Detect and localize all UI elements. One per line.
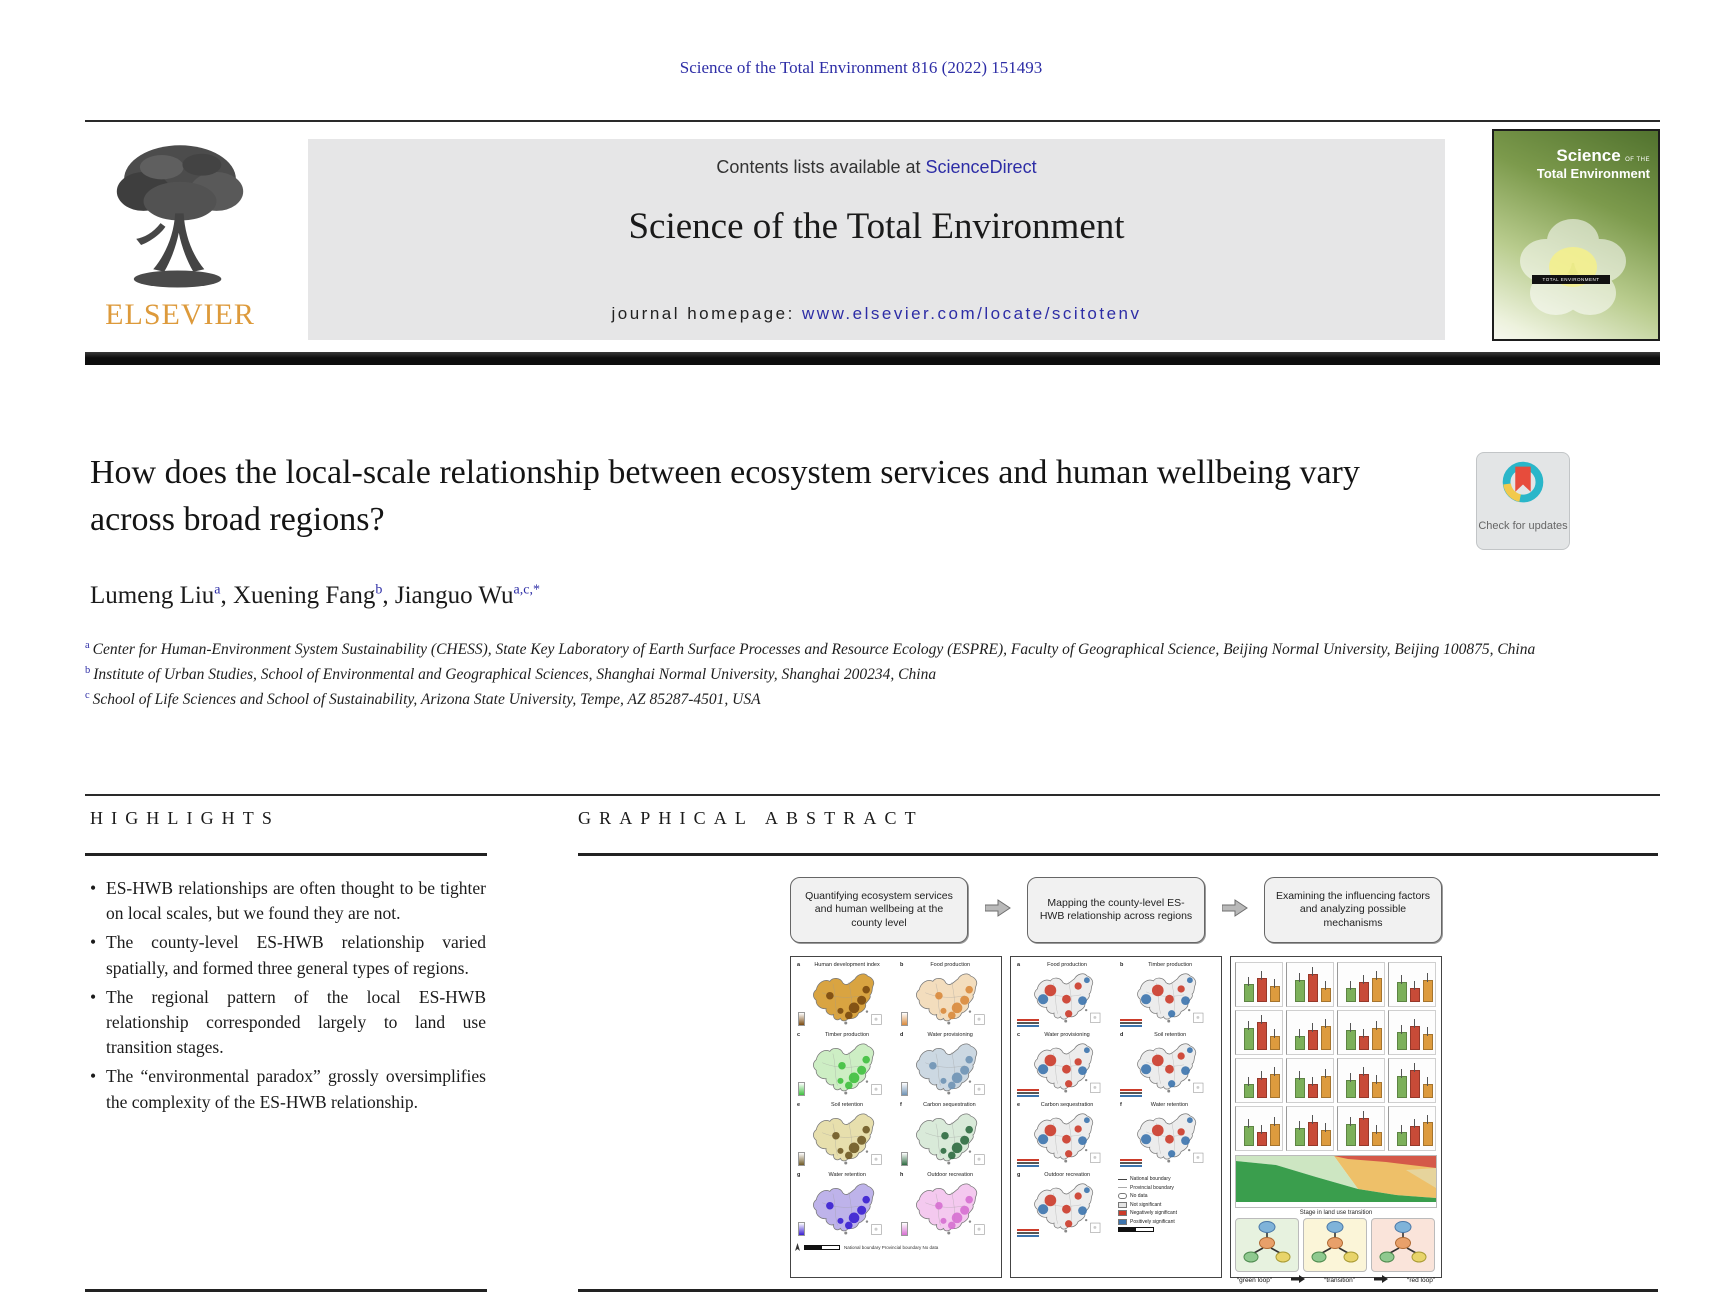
affiliation-item [85,688,1650,713]
elsevier-tree-icon [105,138,255,296]
boxplot-box [1308,1030,1318,1050]
panel1-map-grid [795,962,997,1240]
china-map [898,1110,997,1166]
affiliation-sup: a [85,640,90,651]
loop-label: “transition” [1324,1276,1355,1284]
map-cell [1015,1172,1114,1240]
ga-flow-box: Quantifying ecosystem services and human wellbeing at the county level [790,877,968,943]
boxplot-mini-chart [1286,1010,1334,1055]
legend-item [1118,1210,1217,1216]
map-cell [795,1102,894,1170]
contents-line [308,157,1445,178]
map-label: a Food production [1017,962,1087,968]
map-letter: f [1120,1102,1122,1108]
boxplot-whisker [1261,1125,1262,1134]
boxplot-whisker [1427,1077,1428,1086]
boxplot-whisker [1376,1021,1377,1030]
ga-flow-box: Mapping the county-level ES-HWB relationship across regions [1027,877,1205,943]
check-updates-icon [1494,456,1552,514]
affiliation-text: School of Life Sciences and School of Sustainability, Arizona State University, Tempe, AZ 85287-4501, USA [92,691,761,709]
boxplot-box [1308,1122,1318,1146]
map-letter: b [900,962,904,968]
author-affiliation-sup: a [214,582,221,598]
boxplot-whisker [1299,973,1300,982]
boxplot-box [1244,1028,1254,1050]
boxplot-mini-chart [1337,1058,1385,1103]
map-label: d Water provisioning [900,1032,973,1038]
legend-item [1118,1193,1217,1199]
legend-swatch [1118,1219,1127,1225]
section-top-rule [85,794,1660,796]
loop-label: “red loop” [1407,1276,1435,1284]
boxplot-mini-chart [1388,1010,1436,1055]
loop-card [1303,1218,1367,1272]
loop-diagram [1304,1219,1366,1270]
map-cell [1015,1032,1114,1100]
cover-word-total-environment: Total Environment [1536,165,1650,181]
boxplot-box [1410,1070,1420,1098]
legend-label: Negatively significant [1130,1210,1177,1216]
boxplot-box [1372,978,1382,1002]
map-label: a Human development index [797,962,880,968]
map-letter: b [1120,962,1124,968]
map-letter: h [900,1172,904,1178]
boxplot-whisker [1363,1067,1364,1076]
cover-flower-icon [1508,209,1638,329]
boxplot-whisker [1299,1029,1300,1038]
boxplot-box [1346,1080,1356,1098]
map-cell [795,1032,894,1100]
map-label: e Carbon sequestration [1017,1102,1094,1108]
boxplot-box [1372,1132,1382,1146]
stage-caption: Stage in land use transition [1299,1210,1373,1216]
legend-label: Not significant [1130,1201,1162,1208]
boxplot-whisker [1299,1121,1300,1130]
boxplot-box [1321,988,1331,1002]
legend-swatch [1118,1202,1127,1208]
author-affiliation-sup: a,c,* [513,582,540,598]
contents-prefix: Contents lists available at [716,157,926,177]
boxplot-whisker [1274,1029,1275,1038]
china-map [795,1180,894,1236]
boxplot-whisker [1350,1117,1351,1126]
homepage-line [308,304,1445,324]
land-use-area-chart [1235,1155,1437,1208]
china-map [1015,1180,1114,1234]
scale-bar [1118,1227,1154,1232]
boxplot-box [1244,984,1254,1002]
homepage-link[interactable]: www.elsevier.com/locate/scitotenv [802,304,1142,323]
bottom-rule-right [578,1289,1658,1292]
map-cell [1118,962,1217,1030]
legend-label: No data [1130,1193,1148,1199]
boxplot-whisker [1363,1029,1364,1038]
boxplot-whisker [1350,1073,1351,1082]
china-map [1015,1110,1114,1164]
boxplot-box [1397,1076,1407,1098]
map-letter: a [1017,962,1021,968]
boxplot-box [1346,988,1356,1002]
map-stat-lines [1017,1229,1039,1238]
boxplot-whisker [1427,973,1428,982]
loop-labels-row [1235,1275,1437,1285]
boxplot-box [1244,1126,1254,1146]
map-cell [1015,1102,1114,1170]
boxplot-box [1359,982,1369,1002]
boxplot-mini-chart [1286,1106,1334,1151]
cover-title [1537,147,1650,183]
highlight-item: • The “environmental paradox” grossly oversimplifies the complexity of the ES-HWB relationship. [88,1064,486,1114]
boxplot-box [1270,1124,1280,1146]
boxplot-mini-chart [1235,1010,1283,1055]
boxplot-whisker [1363,1111,1364,1120]
map-letter: d [1120,1032,1124,1038]
boxplot-box [1423,1084,1433,1098]
boxplot-box [1359,1118,1369,1146]
boxplot-whisker [1414,1019,1415,1028]
map-stat-lines [1017,1089,1039,1098]
boxplot-whisker [1248,1021,1249,1030]
legend-label: National boundary [1130,1176,1171,1182]
panel2-legend [1118,1172,1217,1240]
map-label: g Water retention [797,1172,866,1178]
boxplot-whisker [1401,975,1402,984]
map-cell [795,962,894,1030]
homepage-prefix: journal homepage: [611,304,803,323]
map-cell [1015,962,1114,1030]
legend-swatch [1118,1193,1127,1199]
map-gradient-swatch [901,1152,908,1166]
china-map [898,1040,997,1096]
map-letter: e [1017,1102,1021,1108]
map-letter: c [1017,1032,1021,1038]
boxplot-whisker [1427,1115,1428,1124]
map-label: h Outdoor recreation [900,1172,974,1178]
author-name: Lumeng Liu [90,582,215,609]
boxplot-whisker [1363,975,1364,984]
affiliation-text: Center for Human-Environment System Sustainability (CHESS), State Key Laboratory of Earth Surface Processes and Resource Ecology (ESPRE), Faculty of Geographical Science, Beijing Normal University, Beijing 100875, China [92,641,1536,659]
legend-item [1118,1176,1217,1182]
boxplot-whisker [1414,1119,1415,1128]
panel1-footer [795,1243,997,1251]
author-separator: , [382,582,395,609]
highlights-rule [85,853,487,856]
boxplot-whisker [1376,1075,1377,1084]
boxplot-whisker [1325,1019,1326,1028]
legend-item [1118,1185,1217,1191]
boxplot-whisker [1274,979,1275,988]
affiliation-sup: c [85,689,90,701]
boxplot-whisker [1312,967,1313,976]
boxplot-mini-chart [1388,1058,1436,1103]
map-gradient-swatch [901,1082,908,1096]
divider-bar [85,352,1660,365]
boxplot-box [1423,1034,1433,1050]
map-gradient-swatch [798,1082,805,1096]
map-letter: g [1017,1172,1021,1178]
boxplot-box [1257,1132,1267,1146]
ga-flow-row [790,872,1442,948]
legend-label: Provincial boundary [1130,1184,1174,1191]
north-arrow-icon [795,1243,800,1251]
loop-arrow-icon [1291,1275,1305,1285]
highlight-item: • The regional pattern of the local ES-HWB relationship corresponded largely to land use transition stages. [88,985,486,1061]
map-gradient-swatch [798,1152,805,1166]
author-affiliation-sup: b [375,582,383,598]
map-label: e Soil retention [797,1102,864,1108]
map-letter: f [900,1102,902,1108]
boxplot-box [1372,1082,1382,1098]
loop-diagram [1236,1219,1298,1270]
map-label: f Carbon sequestration [900,1102,976,1108]
legend-swatch [1118,1210,1127,1216]
map-letter: d [900,1032,904,1038]
boxplot-box [1423,980,1433,1002]
cover-word-science: Science [1556,146,1621,165]
journal-banner [308,139,1445,340]
ga-panel-quantify-maps [790,956,1002,1278]
author-separator: , [220,582,233,609]
map-label: c Timber production [797,1032,870,1038]
map-letter: e [797,1102,801,1108]
loop-card [1371,1218,1435,1272]
boxplot-box [1308,1084,1318,1098]
boxplot-whisker [1414,1063,1415,1072]
boxplot-box [1270,986,1280,1002]
legend-item [1118,1202,1217,1208]
map-letter: c [797,1032,801,1038]
boxplot-whisker [1427,1027,1428,1036]
affiliations [85,638,1650,713]
check-updates-badge[interactable] [1476,452,1570,550]
boxplot-mini-chart [1388,1106,1436,1151]
boxplot-box [1295,1128,1305,1146]
boxplot-box [1346,1124,1356,1146]
loop-diagram [1372,1219,1434,1270]
map-letter: a [797,962,801,968]
boxplot-whisker [1248,977,1249,986]
elsevier-logo[interactable] [85,138,275,340]
map-label: d Soil retention [1120,1032,1187,1038]
legend-swatch [1118,1187,1127,1188]
journal-title: Science of the Total Environment [628,206,1125,247]
cover-word-ofthe: OF THE [1625,157,1650,163]
china-map [1015,970,1114,1024]
boxplot-box [1257,1022,1267,1050]
boxplot-whisker [1350,981,1351,990]
boxplot-whisker [1376,971,1377,980]
boxplot-whisker [1325,981,1326,990]
boxplot-whisker [1299,1071,1300,1080]
loop-cards-row [1235,1218,1437,1272]
author-name: Jianguo Wu [394,582,514,609]
affiliation-text: Institute of Urban Studies, School of Environmental and Geographical Sciences, Shanghai Normal University, Shanghai 200234, China [93,666,937,684]
boxplot-box [1372,1028,1382,1050]
graphical-abstract-rule [578,853,1658,856]
boxplot-box [1346,1030,1356,1050]
map-label: f Water retention [1120,1102,1189,1108]
boxplot-whisker [1325,1123,1326,1132]
flow-arrow-icon [985,899,1011,922]
boxplot-box [1321,1026,1331,1050]
highlight-item: • The county-level ES-HWB relationship varied spatially, and formed three general types of regions. [88,930,486,980]
ga-panels-row [790,956,1442,1284]
china-map [1118,1040,1217,1094]
affiliation-item [85,663,1650,688]
affiliation-sup: b [85,664,91,676]
highlights-list [88,876,486,1119]
legend-item [1118,1219,1217,1225]
boxplot-box [1410,1126,1420,1146]
boxplot-mini-chart [1286,1058,1334,1103]
boxplot-box [1359,1036,1369,1050]
map-stat-lines [1017,1019,1039,1028]
boxplot-box [1257,1078,1267,1098]
boxplot-box [1270,1074,1280,1098]
map-label: g Outdoor recreation [1017,1172,1091,1178]
map-stat-lines [1017,1159,1039,1168]
highlight-item: • ES-HWB relationships are often thought to be tighter on local scales, but we found they are not. [88,876,486,926]
boxplot-whisker [1325,1069,1326,1078]
map-cell [1118,1032,1217,1100]
map-stat-lines [1120,1019,1142,1028]
map-stat-lines [1120,1159,1142,1168]
check-updates-label: Check for updates [1478,520,1568,532]
ga-panel-significance-maps [1010,956,1222,1278]
map-label: b Timber production [1120,962,1193,968]
map-stat-lines [1120,1089,1142,1098]
boxplot-whisker [1248,1077,1249,1086]
scale-bar [804,1245,840,1250]
graphical-abstract-heading: GRAPHICAL ABSTRACT [578,808,924,828]
boxplot-box [1397,1132,1407,1146]
journal-citation: Science of the Total Environment 816 (2022) 151493 [679,58,1043,77]
panel1-footer-label: National boundary Provincial boundary No data [844,1244,939,1250]
boxplot-box [1295,1078,1305,1098]
map-cell [898,1032,997,1100]
graphical-abstract-figure [790,872,1442,1284]
boxplot-mini-chart [1337,1106,1385,1151]
loop-label: “green loop” [1237,1276,1273,1284]
bottom-rule-left [85,1289,487,1292]
highlights-heading: HIGHLIGHTS [90,808,280,828]
boxplot-whisker [1274,1067,1275,1076]
boxplot-whisker [1261,971,1262,980]
boxplot-box [1423,1122,1433,1146]
boxplot-mini-chart [1388,962,1436,1007]
sciencedirect-link[interactable]: ScienceDirect [925,157,1037,177]
boxplot-mini-chart [1337,962,1385,1007]
elsevier-wordmark: ELSEVIER [105,298,255,331]
boxplot-whisker [1376,1125,1377,1134]
map-label: c Water provisioning [1017,1032,1090,1038]
loop-card [1235,1218,1299,1272]
boxplot-whisker [1261,1071,1262,1080]
boxplot-box [1321,1076,1331,1098]
map-cell [898,1102,997,1170]
boxplot-box [1410,988,1420,1002]
panel2-map-grid [1015,962,1217,1240]
header-top-rule [85,120,1660,122]
author-name: Xuening Fang [233,582,376,609]
china-map [795,1110,894,1166]
boxplot-whisker [1312,1077,1313,1086]
boxplot-box [1321,1130,1331,1146]
boxplot-whisker [1401,1125,1402,1134]
affiliation-item [85,638,1650,663]
map-cell [1118,1102,1217,1170]
china-map [1118,1110,1217,1164]
map-cell [898,1172,997,1240]
boxplot-whisker [1312,1023,1313,1032]
legend-scale-row [1118,1227,1217,1232]
ga-panel-factors [1230,956,1442,1284]
authors-line [90,582,540,610]
article-title: How does the local-scale relationship between ecosystem services and human wellbeing vary across broad regions? [90,454,1360,538]
legend-label: Positively significant [1130,1218,1175,1225]
boxplot-box [1295,980,1305,1002]
boxplot-whisker [1401,1025,1402,1034]
boxplot-box [1244,1084,1254,1098]
china-map [898,970,997,1026]
boxplot-mini-chart [1235,962,1283,1007]
boxplot-mini-chart [1286,962,1334,1007]
flow-arrow-icon [1222,899,1248,922]
boxplot-whisker [1414,981,1415,990]
map-cell [795,1172,894,1240]
boxplot-box [1397,1032,1407,1050]
boxplot-box [1308,974,1318,1002]
map-gradient-swatch [901,1222,908,1236]
map-gradient-swatch [901,1012,908,1026]
boxplot-box [1359,1074,1369,1098]
panel3-boxplot-grid [1235,962,1437,1151]
ga-flow-box: Examining the influencing factors and analyzing possible mechanisms [1264,877,1442,943]
boxplot-whisker [1248,1119,1249,1128]
boxplot-whisker [1350,1023,1351,1032]
china-map [1118,970,1217,1024]
map-letter: g [797,1172,801,1178]
boxplot-whisker [1401,1069,1402,1078]
boxplot-whisker [1274,1117,1275,1126]
cover-center-label: TOTAL ENVIRONMENT [1532,275,1610,284]
boxplot-box [1270,1036,1280,1050]
boxplot-box [1295,1036,1305,1050]
boxplot-box [1257,978,1267,1002]
map-gradient-swatch [798,1222,805,1236]
china-map [1015,1040,1114,1094]
boxplot-box [1410,1026,1420,1050]
journal-cover[interactable] [1492,129,1660,341]
boxplot-box [1397,982,1407,1002]
boxplot-whisker [1312,1115,1313,1124]
china-map [795,1040,894,1096]
map-cell [898,962,997,1030]
map-label: b Food production [900,962,971,968]
china-map [795,970,894,1026]
map-gradient-swatch [798,1012,805,1026]
boxplot-whisker [1261,1015,1262,1024]
legend-swatch [1118,1179,1127,1180]
china-map [898,1180,997,1236]
boxplot-mini-chart [1235,1106,1283,1151]
boxplot-mini-chart [1337,1010,1385,1055]
boxplot-mini-chart [1235,1058,1283,1103]
loop-arrow-icon [1374,1275,1388,1285]
